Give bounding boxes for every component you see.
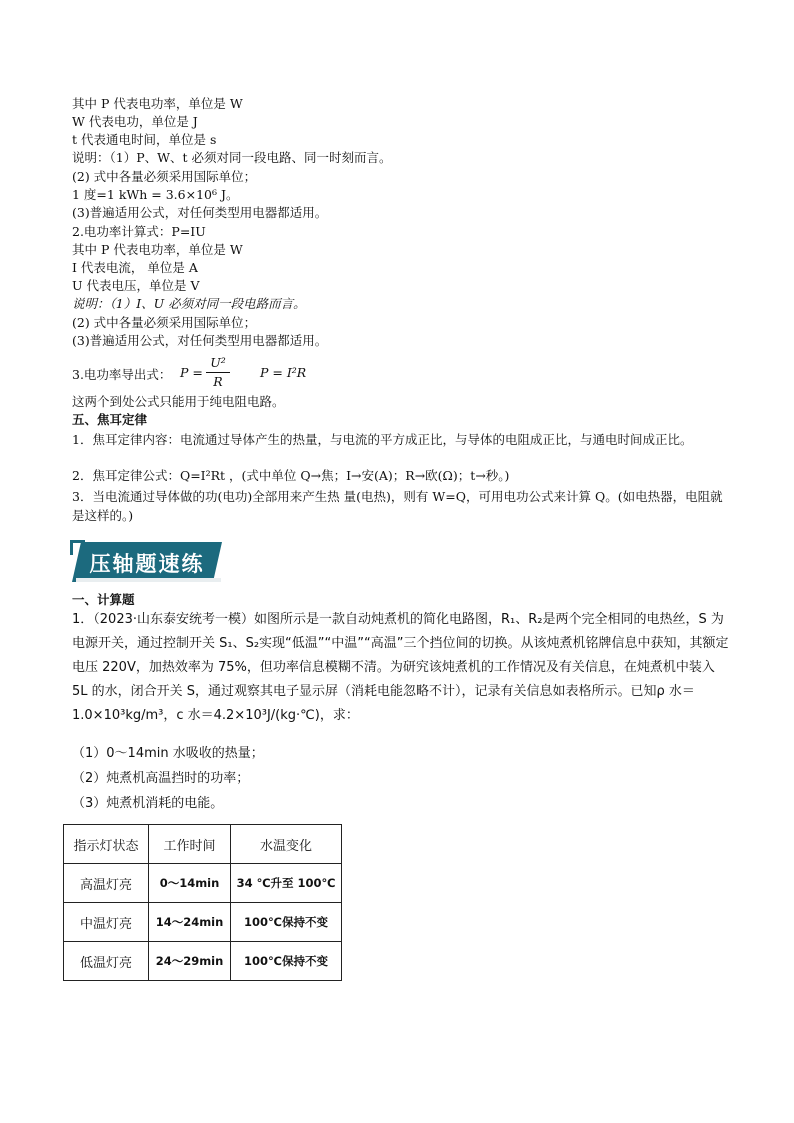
text-line: 1 度=1 kWh = 3.6×10⁶ J。 [72,187,239,202]
table-header-cell: 工作时间 [149,825,231,864]
text-line: W 代表电功，单位是 J [72,114,198,129]
problem-text: 1．（2023·山东泰安统考一模）如图所示是一款自动炖煮机的简化电路图，R₁、R₂是两个完全相同的电热丝，S 为电源开关，通过控制开关 S₁、S₂实现“低温”“中温”“高温”三个挡位间的切换。从该炖煮机铭牌信息中获知，其额定电压 220V，加热效率为 75%，但功率信息模糊不清。为研究该炖煮机的工作情况及有关信息，在炖煮机中装入 5L 的水，闭合开关 S，通过观察其电子显示屏（消耗电能忽略不计），记录有关信息如表格所示。已知ρ 水＝1.0×10³kg/m³，c 水＝4.2×10³J/(kg·℃)，求： [72,612,729,723]
banner-stripe [76,578,221,582]
table-row [64,942,342,981]
data-table [63,824,342,981]
table-cell: 100℃保持不变 [231,903,342,942]
text-line: (3)普遍适用公式，对任何类型用电器都适用。 [72,205,328,220]
table-cell: 高温灯亮 [64,864,149,903]
table-row [64,864,342,903]
text-line: I 代表电流， 单位是 A [72,260,198,275]
table-cell: 0～14min [149,864,231,903]
fraction [206,355,230,390]
formula-prefix: 3.电功率导出式： [72,367,172,382]
table-cell: 24～29min [149,942,231,981]
section-heading: 五、焦耳定律 [72,412,148,427]
table-row [64,903,342,942]
table-cell: 中温灯亮 [64,903,149,942]
table-header-row [64,825,342,864]
text-line: (2) 式中各量必须采用国际单位； [72,315,257,330]
text-line: 说明：（1）I、U 必须对同一段电路而言。 [72,296,306,311]
table-cell: 100℃保持不变 [231,942,342,981]
text-line: 2．焦耳定律公式：Q=I²Rt ，(式中单位 Q→焦；I→安(A)；R→欧(Ω)；t→秒。) [72,468,510,483]
table-header-cell: 指示灯状态 [64,825,149,864]
text-line: (2) 式中各量必须采用国际单位； [72,169,257,184]
question-3: （3）炖煮机消耗的电能。 [72,796,224,811]
text-line: t 代表通电时间，单位是 s [72,132,217,147]
table-header-cell: 水温变化 [231,825,342,864]
fraction-bar [206,372,230,373]
text-line: 其中 P 代表电功率，单位是 W [72,242,243,257]
fraction-denominator: R [213,374,223,389]
table-cell: 低温灯亮 [64,942,149,981]
text-paragraph: 3．当电流通过导体做的功(电功)全部用来产生热 量(电热)，则有 W=Q，可用电功公式来计算 Q。(如电热器，电阻就是这样的。) [72,489,723,523]
text-line: 这两个到处公式只能用于纯电阻电路。 [72,394,285,409]
table-cell: 34 ℃升至 100℃ [231,864,342,903]
power-formula [72,355,372,391]
section-title: 一、计算题 [72,592,135,607]
table-cell: 14～24min [149,903,231,942]
text-line: 2.电功率计算式：P=IU [72,224,206,239]
banner-text: 压轴题速练 [89,552,205,576]
text-paragraph: 1．焦耳定律内容：电流通过导体产生的热量，与电流的平方成正比，与导体的电阻成正比，与通电时间成正比。 [72,432,693,447]
fraction-numerator: U² [210,355,226,370]
text-line: (3)普遍适用公式，对任何类型用电器都适用。 [72,333,328,348]
formula-p: P = [180,365,203,380]
question-2: （2）炖煮机高温挡时的功率； [72,771,250,786]
formula-second: P = I²R [260,365,307,380]
text-line: U 代表电压，单位是 V [72,278,200,293]
text-line: 其中 P 代表电功率，单位是 W [72,96,243,111]
text-line: 说明：（1）P、W、t 必须对同一段电路、同一时刻而言。 [72,150,392,165]
section-banner [72,542,222,584]
question-1: （1）0～14min 水吸收的热量； [72,746,264,761]
